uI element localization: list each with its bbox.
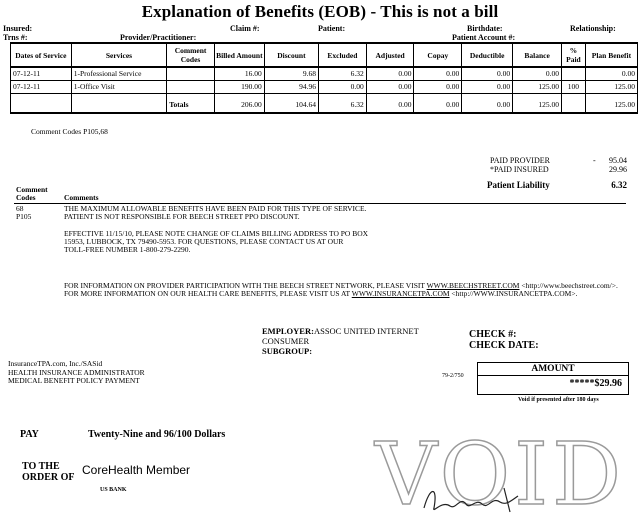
- trns-label: Trns #:: [3, 33, 28, 42]
- column-header: Plan Benefit: [585, 43, 637, 67]
- patient-account-label: Patient Account #:: [452, 33, 516, 42]
- table-row: [11, 67, 638, 81]
- table-cell: 0.00: [366, 67, 414, 81]
- routing-number: 79-2/750: [442, 373, 464, 379]
- table-cell: [561, 67, 585, 81]
- column-header: Copay: [414, 43, 462, 67]
- provider-label: Provider/Practitioner:: [120, 33, 197, 42]
- void-stamp: VOID: [375, 425, 626, 525]
- table-cell: 0.00: [414, 81, 462, 94]
- total-excluded: 6.32: [319, 98, 367, 113]
- table-cell: 0.00: [513, 67, 562, 81]
- column-header: Services: [71, 43, 166, 67]
- total-percent-paid: [561, 98, 585, 113]
- table-cell: 0.00: [414, 67, 462, 81]
- column-header: Adjusted: [366, 43, 414, 67]
- table-cell: 0.00: [462, 81, 513, 94]
- comment-codes-header-1: Comment: [16, 185, 48, 194]
- table-cell: 1-Office Visit: [71, 81, 166, 94]
- to-the-label: TO THE: [22, 461, 60, 472]
- table-header-row: [11, 43, 638, 67]
- comments-header: Comments: [64, 193, 99, 202]
- table-cell: 16.00: [214, 67, 264, 81]
- amount-label: AMOUNT: [478, 363, 628, 376]
- subgroup-label: SUBGROUP:: [262, 346, 313, 356]
- birthdate-label: Birthdate:: [467, 24, 503, 33]
- consumer-line: CONSUMER: [262, 336, 310, 346]
- comment-code: P105: [16, 212, 32, 221]
- employer-line: EMPLOYER:ASSOC UNITED INTERNET: [262, 326, 419, 336]
- column-header: Comment Codes: [167, 43, 215, 67]
- payer-line: InsuranceTPA.com, Inc./SASid: [8, 359, 103, 368]
- table-cell: 07-12-11: [11, 81, 72, 94]
- notice-line: EFFECTIVE 11/15/10, PLEASE NOTE CHANGE OF CLAIMS BILLING ADDRESS TO PO BOX: [64, 229, 369, 238]
- table-cell: 125.00: [513, 81, 562, 94]
- check-number-label: CHECK #:: [469, 329, 517, 340]
- table-cell: 0.00: [319, 81, 367, 94]
- column-header: Discount: [264, 43, 318, 67]
- patient-liability-label: Patient Liability: [487, 180, 550, 190]
- table-cell: 9.68: [264, 67, 318, 81]
- total-plan-benefit: 125.00: [585, 98, 637, 113]
- amount-box: [477, 362, 629, 395]
- total-adjusted: 0.00: [366, 98, 414, 113]
- column-header: Deductible: [462, 43, 513, 67]
- info-line-insurancetpa: FOR MORE INFORMATION ON OUR HEALTH CARE BENEFITS, PLEASE VISIT US AT WWW.INSURANCETPA.COM <http://WWW.INSURANCETPA.COM>.: [64, 289, 578, 298]
- amount-value: *****$29.96: [569, 378, 622, 389]
- info-line-beechstreet: FOR INFORMATION ON PROVIDER PARTICIPATION WITH THE BEECH STREET NETWORK, PLEASE VISIT WWW.BEECHSTREET.COM <http://www.beechstreet.com/>.: [64, 281, 618, 290]
- beechstreet-link[interactable]: WWW.BEECHSTREET.COM: [426, 281, 520, 290]
- table-cell: 6.32: [319, 67, 367, 81]
- column-header: Excluded: [319, 43, 367, 67]
- total-copay: 0.00: [414, 98, 462, 113]
- pay-label: PAY: [20, 429, 39, 440]
- comment-code: 68: [16, 204, 24, 213]
- bank-name: US BANK: [100, 487, 127, 493]
- table-cell: 1-Professional Service: [71, 67, 166, 81]
- comment-text: PATIENT IS NOT RESPONSIBLE FOR BEECH STREET PPO DISCOUNT.: [64, 212, 300, 221]
- paid-insured-label: *PAID INSURED: [490, 165, 549, 174]
- comment-text: THE MAXIMUM ALLOWABLE BENEFITS HAVE BEEN PAID FOR THIS TYPE OF SERVICE.: [64, 204, 367, 213]
- insurancetpa-link[interactable]: WWW.INSURANCETPA.COM: [351, 289, 450, 298]
- paid-provider-value: 95.04: [609, 156, 627, 165]
- patient-label: Patient:: [318, 24, 346, 33]
- signature-scribble: [420, 478, 540, 518]
- table-cell: 0.00: [585, 67, 637, 81]
- table-cell: [167, 67, 215, 81]
- table-row: [11, 81, 638, 94]
- relationship-label: Relationship:: [570, 24, 616, 33]
- paid-insured-value: 29.96: [609, 165, 627, 174]
- column-header: Dates of Service: [11, 43, 72, 67]
- table-cell: 0.00: [366, 81, 414, 94]
- payee-name: CoreHealth Member: [82, 463, 191, 477]
- total-deductible: 0.00: [462, 98, 513, 113]
- claim-label: Claim #:: [230, 24, 260, 33]
- column-header: % Paid: [561, 43, 585, 67]
- pay-amount-text: Twenty-Nine and 96/100 Dollars: [88, 429, 226, 440]
- paid-provider-label: PAID PROVIDER: [490, 156, 550, 165]
- table-cell: 125.00: [585, 81, 637, 94]
- totals-label: Totals: [167, 98, 215, 113]
- total-balance: 125.00: [513, 98, 562, 113]
- comment-codes-header-2: Codes: [16, 193, 36, 202]
- payer-line: HEALTH INSURANCE ADMINISTRATOR: [8, 367, 145, 377]
- order-of-label: ORDER OF: [22, 472, 75, 483]
- void-notice: Void if presented after 180 days: [518, 397, 599, 403]
- document-title: Explanation of Benefits (EOB) - This is not a bill: [141, 2, 499, 21]
- notice-line: TOLL-FREE NUMBER 1-800-279-2290.: [64, 245, 191, 254]
- table-cell: 94.96: [264, 81, 318, 94]
- patient-liability-value: 6.32: [611, 180, 627, 190]
- column-header: Billed Amount: [214, 43, 264, 67]
- column-header: Balance: [513, 43, 562, 67]
- payer-line: MEDICAL BENEFIT POLICY PAYMENT: [8, 376, 140, 385]
- paid-provider-sep: -: [593, 156, 596, 165]
- notice-line: 15953, LUBBOCK, TX 79490-5953. FOR QUESTIONS, PLEASE CONTACT US AT OUR: [64, 237, 344, 246]
- table-cell: 0.00: [462, 67, 513, 81]
- total-discount: 104.64: [264, 98, 318, 113]
- insured-label: Insured:: [3, 24, 33, 33]
- table-cell: 190.00: [214, 81, 264, 94]
- total-billed: 206.00: [214, 98, 264, 113]
- check-date-label: CHECK DATE:: [469, 340, 539, 351]
- table-cell: 07-12-11: [11, 67, 72, 81]
- table-cell: 100: [561, 81, 585, 94]
- comment-codes-line: Comment Codes P105,68: [31, 127, 108, 136]
- eob-table: [10, 42, 638, 114]
- payer-block: [8, 360, 145, 386]
- totals-row: [11, 98, 638, 113]
- table-cell: [167, 81, 215, 94]
